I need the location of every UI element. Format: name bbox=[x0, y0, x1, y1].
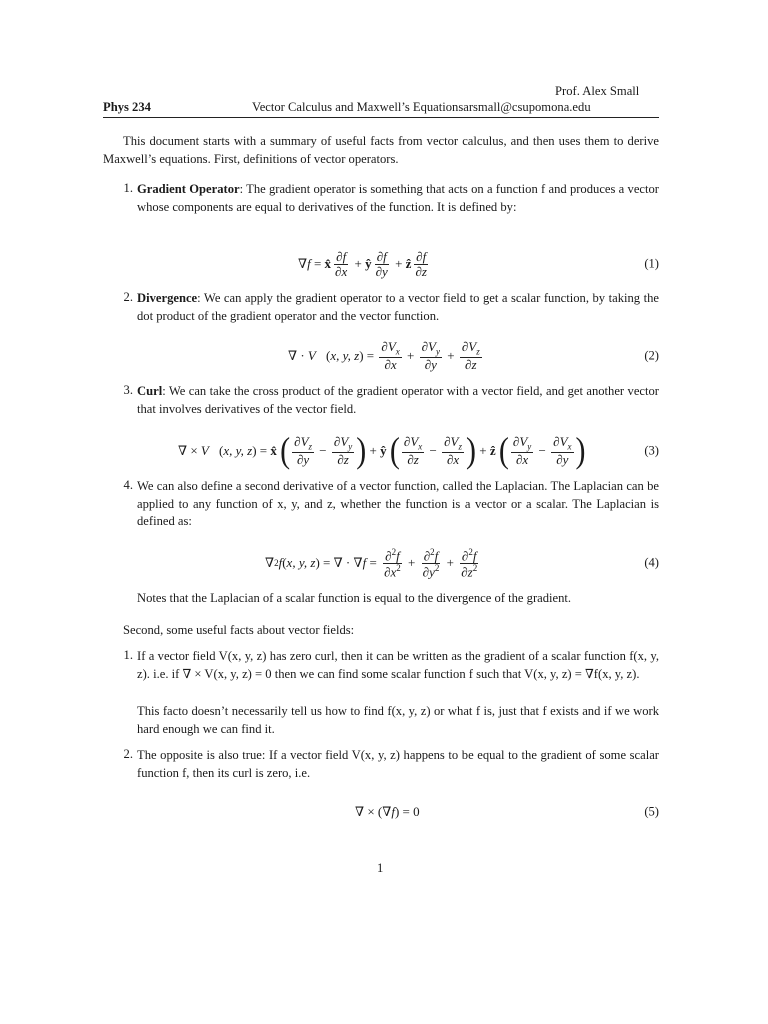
list-number: 3. bbox=[123, 383, 133, 397]
laplacian-note: Notes that the Laplacian of a scalar function is equal to the divergence of the gradient. bbox=[137, 591, 572, 605]
list-number: 4. bbox=[123, 478, 133, 492]
document-title: Vector Calculus and Maxwell’s Equationsarsmall@csupomona.edu bbox=[252, 100, 591, 114]
second-intro: Second, some useful facts about vector fields: bbox=[123, 623, 355, 637]
divergence-text: : We can apply the gradient operator to a vector field to get a scalar function, by taking the dot product of the gradient operator and the vector function. bbox=[137, 291, 659, 323]
list-number: 2. bbox=[123, 747, 133, 761]
term-gradient: Gradient Operator bbox=[137, 182, 240, 196]
equation-laplacian: ∇ 2 f ( x, y, z ) = ∇ · ∇ f = $\frac{\partial^2f}{\partial x^2}$ + $\frac{\partial^2f}{\partial y^2}$ + $\frac{\partial^2f}{\partial z^2}$ (4) bbox=[265, 546, 659, 579]
author-name: Prof. Alex Small bbox=[555, 84, 640, 98]
page-number: 1 bbox=[377, 861, 384, 875]
equation-number: (2) bbox=[644, 348, 659, 363]
list-number: 2. bbox=[123, 290, 133, 304]
header-rule bbox=[103, 117, 659, 118]
list-item-laplacian: We can also define a second derivative of a vector function, called the Laplacian. The Laplacian can be applied to any function of x, y, and z, whether the function is a vector or a scalar. The Laplacian is defined as: bbox=[137, 479, 659, 528]
equation-number: (1) bbox=[644, 256, 659, 271]
fact-note: This facto doesn’t necessarily tell us how to find f(x, y, z) or what f is, just that f exists and if we work hard enough we can find it. bbox=[137, 704, 659, 736]
list-item-curl bbox=[137, 383, 659, 418]
intro-paragraph: This document starts with a summary of useful facts from vector calculus, and then uses them to derive Maxwell’s equations. First, definitions of vector operators. bbox=[103, 134, 659, 166]
list-item-gradient bbox=[137, 181, 659, 216]
equation-number: (3) bbox=[644, 443, 659, 458]
equation-divergence: ∇ · V⃗ ( x, y, z ) = $\frac{\partial V_x}{\partial x}$ + $\frac{\partial V_y}{\partial y}$ + $\frac{\partial V_z}{\partial z}$ (2) bbox=[288, 339, 659, 373]
gradient-text: : The gradient operator is something that acts on a function f and produces a vector whose components are equal to derivatives of the function. It is defined by: bbox=[137, 182, 659, 214]
equation-number: (5) bbox=[644, 804, 659, 819]
equation-gradient: ∇ f = x̂ $\frac{\partial f}{\partial x}$ + ŷ $\frac{\partial f}{\partial y}$ + ẑ $\frac{\partial f}{\partial z}$ (1) bbox=[298, 248, 659, 279]
fact-gradient-curl: The opposite is also true: If a vector field V(x, y, z) happens to be equal to the gradient of some scalar function f, then its curl is zero, i.e. bbox=[137, 748, 659, 780]
equation-curl-grad: ∇ × (∇ f ) = 0 (5) bbox=[355, 804, 659, 819]
list-number: 1. bbox=[123, 181, 133, 195]
equation-curl: ∇ × V⃗ ( x, y, z ) = x̂ ( $\frac{\partial V_z}{\partial y}$ − $\frac{\partial V_y}{\partial z}$ ) + ŷ ( $\frac{\partial V_x}{\partial z}$ − $\frac{\partial V_z}{\partial x}$ ) + ẑ ( $\frac{\partial V_y}{\partial x}$ − $\frac{\partial V_x}{\partial y}$ ) (3) bbox=[178, 430, 659, 471]
equation-number: (4) bbox=[644, 555, 659, 570]
term-divergence: Divergence bbox=[137, 291, 198, 305]
term-curl: Curl bbox=[137, 384, 163, 398]
course-code: Phys 234 bbox=[103, 100, 151, 114]
fact-zero-curl: If a vector field V(x, y, z) has zero curl, then it can be written as the gradient of a scalar function f(x, y, z). i.e. if ∇ × V(x, y, z) = 0 then we can find some scalar function f such that V(x, y, z) = ∇f(x, y, z). bbox=[137, 649, 659, 681]
curl-text: : We can take the cross product of the gradient operator with a vector field, and get another vector that involves derivatives of the vector field. bbox=[137, 384, 659, 416]
list-item-divergence bbox=[137, 290, 659, 325]
list-number: 1. bbox=[123, 648, 133, 662]
